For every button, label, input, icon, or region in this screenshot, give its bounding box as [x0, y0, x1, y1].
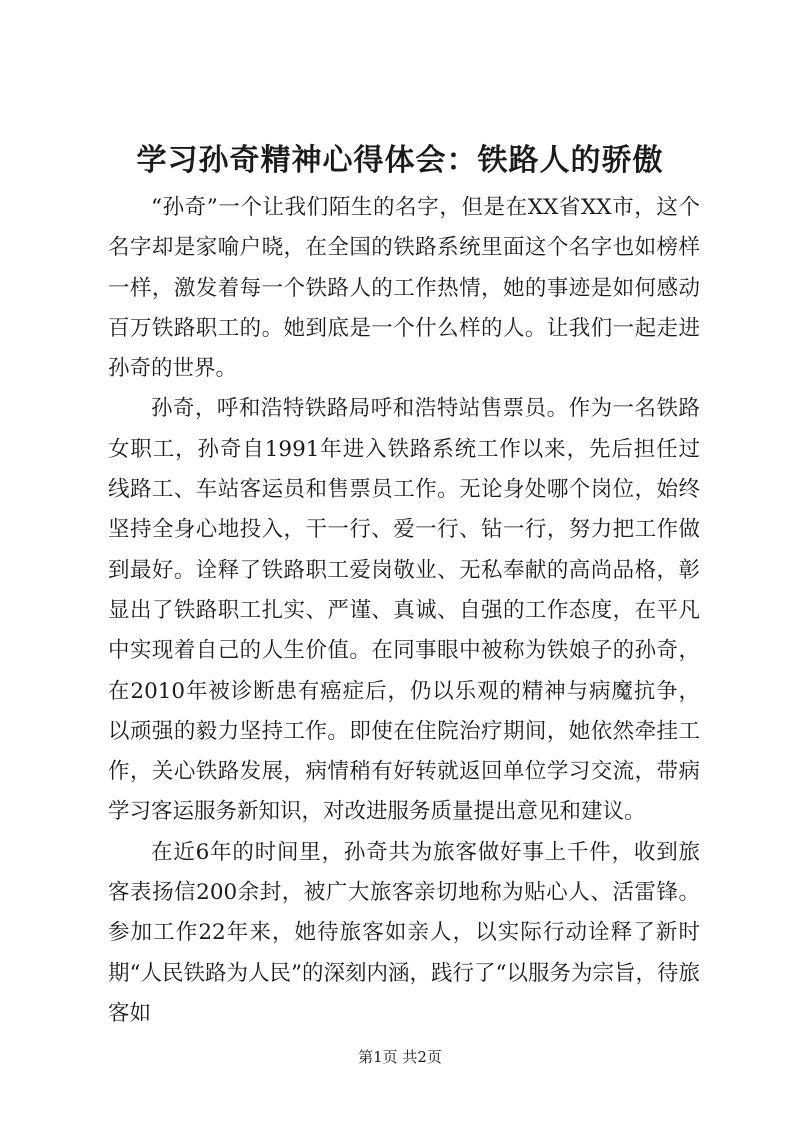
document-body	[108, 188, 700, 1034]
page-footer: 第1页 共2页	[358, 1048, 442, 1066]
paragraph-profile: 孙奇，呼和浩特铁路局呼和浩特站售票员。作为一名铁路女职工，孙奇自1991年进入铁路系统工作以来，先后担任过线路工、车站客运员和售票员工作。无论身处哪个岗位，始终坚持全身心地投入，干一行、爱一行、钻一行，努力把工作做到最好。诠释了铁路职工爱岗敬业、无私奉献的高尚品格，彰显出了铁路职工扎实、严谨、真诚、自强的工作态度，在平凡中实现着自己的人生价值。在同事眼中被称为铁娘子的孙奇，在2010年被诊断患有癌症后，仍以乐观的精神与病魔抗争，以顽强的毅力坚持工作。即使在住院治疗期间，她依然牵挂工作，关心铁路发展，病情稍有好转就返回单位学习交流，带病学习客运服务新知识，对改进服务质量提出意见和建议。	[108, 396, 700, 825]
document-title: 学习孙奇精神心得体会：铁路人的骄傲	[136, 143, 664, 178]
paragraph-achievements: 在近6年的时间里，孙奇共为旅客做好事上千件，收到旅客表扬信200余封，被广大旅客亲切地称为贴心人、活雷锋。参加工作22年来，她待旅客如亲人，以实际行动诠释了新时期“人民铁路为人民”的深刻内涵，践行了“以服务为宗旨，待旅客如	[108, 839, 700, 1026]
paragraph-intro: “孙奇”一个让我们陌生的名字，但是在XX省XX市，这个名字却是家喻户晓，在全国的铁路系统里面这个名字也如榜样一样，激发着每一个铁路人的工作热情，她的事迹是如何感动百万铁路职工的。她到底是一个什么样的人。让我们一起走进孙奇的世界。	[108, 195, 700, 382]
